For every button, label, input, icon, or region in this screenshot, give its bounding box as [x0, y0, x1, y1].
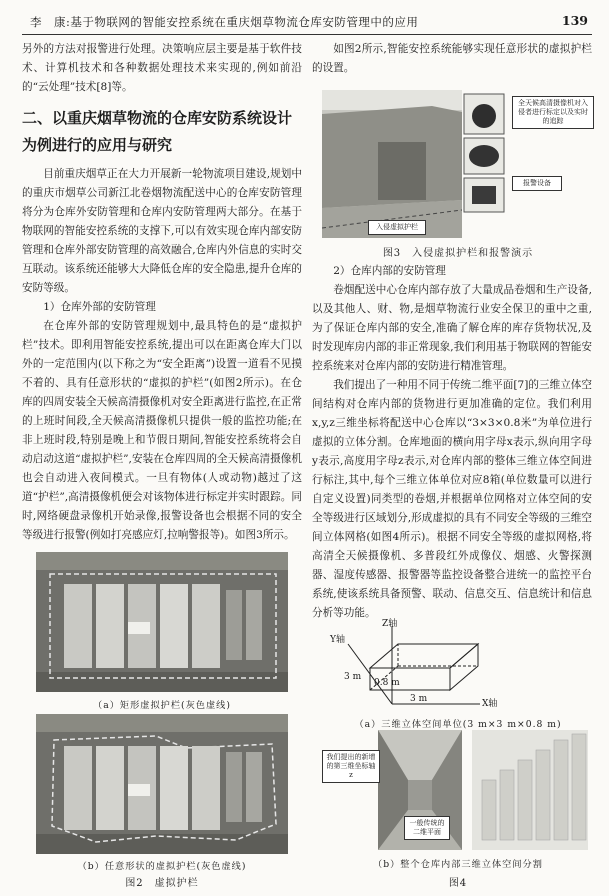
figure4a-diagram — [330, 616, 590, 726]
axis-x-label: X轴 — [482, 699, 498, 709]
figure4a-caption: （a）三维立体空间单位(3 m×3 m×0.8 m) — [354, 719, 562, 730]
figure2a-image — [36, 552, 288, 692]
axis-z-label: Z轴 — [382, 619, 398, 629]
left-column — [22, 40, 302, 545]
dim-depth-label: 3 m — [344, 672, 362, 682]
figure4-caption: 图4 — [448, 878, 468, 889]
dim-height-label: 0.8 m — [374, 678, 400, 688]
running-title: 李 康:基于物联网的智能安控系统在重庆烟草物流仓库安防管理中的应用 — [30, 15, 419, 29]
paragraph-intro: 目前重庆烟草正在大力开展新一轮物流项目建设,规划中的重庆市烟草公司新江北卷烟物流配送中心的仓库安防管理将分为仓库外安防管理和仓库内安防管理两大部分。在基于物联网的智能安控系统的支撑下,可以有效实现仓库内部安防管理和仓库外部安防管理的高效融合,仓库内外信息的实时交互联动。该系统还能够大大降低仓库的安全隐患,提升仓库的安防等级。 — [22, 168, 302, 294]
paragraph-continuation: 另外的方法对报警进行处理。决策响应层主要是基于软件技术、计算机技术和各种数据处理技术来实现的,例如前沿的“云处理”技术[8]等。 — [22, 43, 302, 93]
axis-y-label: Y轴 — [330, 635, 345, 645]
label-alarm: 报警设备 — [512, 176, 562, 191]
paragraph-inside: 卷烟配送中心仓库内部存放了大量成品卷烟和生产设备,以及其他人、财、物,是烟草物流行业安全保卫的重中之重,为了保证仓库内部的安全,准确了解仓库的库存货物状况,及时发现库房内部的非正常现象,我们利用基于物联网的智能安控系统来对仓库内部的安防进行精准管理。 — [312, 284, 592, 372]
figure2b-image — [36, 714, 288, 854]
subheading-outside: 1）仓库外部的安防管理 — [43, 301, 156, 313]
label-new-third-axis: 我们提出的新增的第三维坐标轴z — [322, 750, 380, 783]
figure2-caption: 图2 虚拟护栏 — [125, 878, 199, 889]
paragraph-outside: 在仓库外部的安防管理规划中,最具特色的是“虚拟护栏”技术。即利用智能安控系统,提出可以在距离仓库大门以外的一定范围内(以下称之为“安全距离”)设置一道看不见摸不着的、具有任意形状的“虚拟的护栏”(如图2所示)。在仓库的四周安装全天候高清摄像机对安全距离进行监控,在正常的上班时间段,全天候高清摄像机只提供一般的监控功能;在非上班时段,特别是晚上和节假日期间,智能安控系统将会自动启动这道“虚拟护栏”,安装在仓库四周的全天候高清摄像机也会自动进入夜间模式。一旦有物体(人或动物)越过了这道“护栏”,高清摄像机便会对该物体进行标定并实时跟踪。同时,网络硬盘录像机开始录像,报警设备也会根据不同的安全等级进行报警(例如打亮感应灯,拉响警报等)。如图3所示。 — [22, 320, 302, 541]
figure4b-photo — [322, 730, 594, 850]
figure4b-caption: （b）整个仓库内部三维立体空间分割 — [373, 859, 543, 870]
figure2b-caption: （b）任意形状的虚拟护栏(灰色虚线) — [77, 861, 247, 872]
figure4a — [330, 616, 590, 726]
figure4b — [322, 730, 594, 850]
label-camera: 全天候高清摄像机对入侵者进行标定以及实时的追踪 — [512, 96, 594, 129]
running-header — [22, 12, 592, 35]
label-2d-plane: 一般传统的二维平面 — [404, 816, 450, 840]
subheading-inside: 2）仓库内部的安防管理 — [333, 265, 446, 277]
figure3 — [322, 90, 594, 238]
section-heading: 二、以重庆烟草物流的仓库安防系统设计为例进行的应用与研究 — [22, 109, 293, 154]
right-column-main — [312, 262, 592, 623]
dim-width-label: 3 m — [410, 694, 428, 704]
page-number: 139 — [561, 13, 588, 28]
right-column-top — [312, 40, 592, 78]
figure2a-caption: （a）矩形虚拟护栏(灰色虚线) — [93, 700, 231, 711]
figure3-caption: 图3 入侵虚拟护栏和报警演示 — [382, 248, 534, 259]
paragraph-grid: 我们提出了一种用不同于传统二维平面[7]的三维立体空间结构对仓库内部的货物进行更加准确的定位。我们利用x,y,z三维坐标将配送中心仓库以“3×3×0.8米”为单位进行虚拟的立体分割。仓库地面的横向用字母x表示,纵向用字母y表示,高度用字母z表示,对仓库内部的整体三维立体空间进行标注,其中,每个三维立体单位对应8箱(单位数量可以进行自定义设置)同类型的卷烟,并根据单位网格对立体空间的安全等级进行区域划分,形成虚拟的具有不同安全等级的三维空间立体网格(如图4所示)。根据不同安全等级的虚拟网格,将高清全天候摄像机、多普段红外成像仪、烟感、火警探测器、湿度传感器、报警器等监控设备整合进统一的监控平台系统,使该系统具备预警、联动、信息交互、信息统计和信息分析等功能。 — [312, 379, 592, 619]
label-intrusion-fence: 入侵虚拟护栏 — [368, 220, 426, 235]
paragraph-fig2-ref: 如图2所示,智能安控系统能够实现任意形状的虚拟护栏的设置。 — [312, 43, 592, 74]
